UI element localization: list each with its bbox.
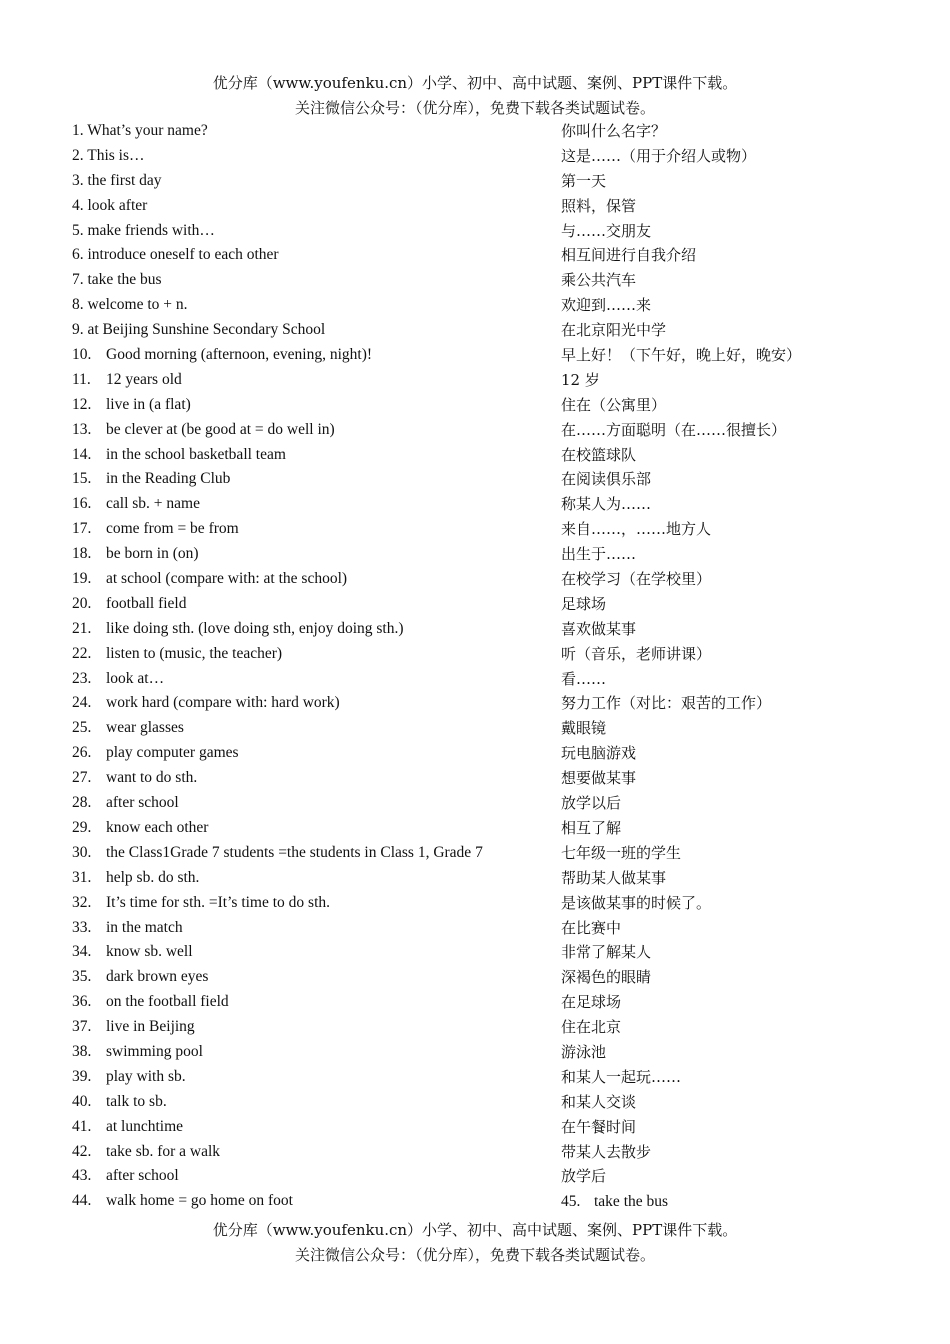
english-text: look at… [106,669,165,687]
item-number: 31. [72,868,92,886]
item-number: 17. [72,520,92,538]
list-item [72,965,892,990]
item-number: 26. [72,744,92,762]
list-item [72,243,892,268]
english-text: at lunchtime [106,1117,184,1135]
english-text: know sb. well [106,943,193,961]
chinese-translation: 游泳池 [561,1042,607,1061]
english-text: play with sb. [106,1067,186,1085]
english-text: the first day [87,171,162,189]
chinese-translation: 来自……，……地方人 [561,520,712,539]
chinese-translation: 和某人交谈 [561,1092,637,1111]
english-text: be born in (on) [106,545,199,563]
chinese-translation: 出生于…… [561,545,637,564]
list-item [72,1140,892,1165]
english-text: What’s your name? [87,122,208,139]
header-line-2: 关注微信公众号：（优分库），免费下载各类试题试卷。 [294,99,655,117]
item-number: 18. [72,545,92,563]
english-text: live in (a flat) [106,395,191,413]
english-phrase [72,567,347,592]
english-phrase [72,368,182,393]
list-item [72,766,892,791]
chinese-translation: 在足球场 [561,993,622,1012]
english-phrase [72,119,208,144]
english-text: football field [106,594,187,612]
item-number: 2. [72,146,84,164]
list-item [72,1164,892,1189]
chinese-translation: 是该做某事的时候了。 [561,893,712,912]
item-number: 14. [72,445,92,463]
item-number: 21. [72,619,92,637]
english-phrase [72,965,208,990]
english-text: talk to sb. [106,1092,167,1110]
list-item [72,492,892,517]
list-item [72,866,892,891]
english-text: in the match [106,918,183,936]
item-number: 9. [72,321,84,339]
english-text: at Beijing Sunshine Secondary School [87,321,326,339]
list-item [72,592,892,617]
chinese-translation: 这是……（用于介绍人或物） [561,146,757,165]
list-item [72,467,892,492]
english-text: It’s time for sth. =It’s time to do sth. [106,893,331,911]
list-item [72,1090,892,1115]
chinese-translation: 听（音乐，老师讲课） [561,644,712,663]
chinese-translation: 在阅读俱乐部 [561,470,652,489]
english-text: play computer games [106,744,239,762]
chinese-translation: 放学后 [561,1167,607,1186]
list-item [72,343,892,368]
chinese-translation: 在午餐时间 [561,1117,637,1136]
item-number: 32. [72,893,92,911]
list-item [72,667,892,692]
english-text: want to do sth. [106,769,198,787]
english-text: swimming pool [106,1042,203,1060]
item-number: 23. [72,669,92,687]
list-item [72,293,892,318]
english-phrase [72,866,199,891]
chinese-translation: 在北京阳光中学 [561,321,667,340]
list-item [72,891,892,916]
english-phrase [72,667,164,692]
item-number: 37. [72,1018,92,1036]
english-text: welcome to + n. [87,296,188,314]
chinese-translation: 足球场 [561,594,607,613]
chinese-translation: 帮助某人做某事 [561,868,667,887]
english-text: make friends with… [87,221,215,239]
english-phrase [72,642,282,667]
list-item [72,119,892,144]
english-phrase [72,144,145,169]
chinese-translation: 在校篮球队 [561,445,637,464]
english-text: look after [87,196,148,214]
english-text: take sb. for a walk [106,1142,221,1160]
chinese-translation: 住在北京 [561,1018,622,1037]
english-text: on the football field [106,993,229,1011]
item-number: 40. [72,1092,92,1110]
chinese-translation: 第一天 [561,171,607,190]
english-phrase [72,691,340,716]
list-item [72,567,892,592]
chinese-translation: 喜欢做某事 [561,619,637,638]
item-number: 4. [72,196,84,214]
list-item [72,144,892,169]
english-phrase [72,194,147,219]
list-item [72,1115,892,1140]
chinese-translation: 相互间进行自我介绍 [561,246,697,265]
english-phrase [72,1015,195,1040]
list-item [72,318,892,343]
english-text: Good morning (afternoon, evening, night)! [106,346,373,364]
english-text: live in Beijing [106,1018,195,1036]
english-phrase [72,467,230,492]
chinese-translation: 想要做某事 [561,769,637,788]
list-item [72,393,892,418]
list-item [72,517,892,542]
item-number: 6. [72,246,84,264]
item-number: 22. [72,644,92,662]
english-phrase [72,592,187,617]
item-number: 34. [72,943,92,961]
list-item [72,542,892,567]
list-item [72,219,892,244]
english-phrase [72,343,372,368]
item-number: 38. [72,1042,92,1060]
english-text: call sb. + name [106,495,200,513]
item-number: 43. [72,1167,92,1185]
item-number: 41. [72,1117,92,1135]
english-phrase [72,492,200,517]
english-phrase [72,617,404,642]
english-phrase [72,1065,186,1090]
english-phrase [72,1164,179,1189]
english-phrase [72,169,162,194]
list-item [72,368,892,393]
chinese-translation: 努力工作（对比：艰苦的工作） [561,694,772,713]
english-text: help sb. do sth. [106,868,200,886]
item-number: 25. [72,719,92,737]
item-number: 10. [72,346,92,364]
item-number: 30. [72,843,92,861]
list-item [72,617,892,642]
english-phrase [72,741,239,766]
chinese-translation: 相互了解 [561,818,622,837]
item-number: 39. [72,1067,92,1085]
item-number: 44. [72,1192,92,1210]
chinese-translation: 住在（公寓里） [561,395,667,414]
list-item [72,418,892,443]
chinese-translation: 看…… [561,669,607,688]
item-number: 8. [72,296,84,314]
item-number: 29. [72,818,92,836]
item-number: 13. [72,420,92,438]
english-phrase [72,318,325,343]
chinese-translation: 照料，保管 [561,196,637,215]
english-text: at school (compare with: at the school) [106,570,348,588]
item-number: 45. [561,1193,581,1211]
list-item [72,1040,892,1065]
item-number: 36. [72,993,92,1011]
item-number: 27. [72,769,92,787]
item-number: 33. [72,918,92,936]
english-text: come from = be from [106,520,239,538]
chinese-translation: 非常了解某人 [561,943,652,962]
english-phrase [72,443,286,468]
english-phrase [72,1090,167,1115]
english-text: dark brown eyes [106,968,209,986]
list-item [72,716,892,741]
english-text: 12 years old [106,370,182,388]
english-text: This is… [87,146,145,164]
list-item [72,194,892,219]
english-text: be clever at (be good at = do well in) [106,420,335,438]
item-number: 28. [72,794,92,812]
item-number: 11. [72,370,91,388]
english-phrase [72,243,279,268]
english-phrase [72,940,193,965]
vocabulary-list [72,119,892,1214]
item-number: 35. [72,968,92,986]
chinese-translation: 12 岁 [561,370,600,389]
item-number: 3. [72,171,84,189]
chinese-translation: 玩电脑游戏 [561,744,637,763]
list-item [72,916,892,941]
english-phrase [72,418,335,443]
english-phrase [72,1189,293,1214]
english-text: work hard (compare with: hard work) [106,694,340,712]
list-item [72,642,892,667]
list-item [72,990,892,1015]
english-phrase [72,268,162,293]
chinese-translation: 早上好！（下午好，晚上好，晚安） [561,346,802,365]
chinese-translation: 放学以后 [561,794,622,813]
list-item [72,841,892,866]
chinese-translation: 在校学习（在学校里） [561,570,712,589]
list-item [72,791,892,816]
item-number: 16. [72,495,92,513]
english-text: take the bus [87,271,162,289]
item-number: 20. [72,594,92,612]
list-item [72,169,892,194]
english-text: listen to (music, the teacher) [106,644,283,662]
list-item [72,1065,892,1090]
english-text: walk home = go home on foot [106,1192,293,1210]
chinese-translation: 称某人为…… [561,495,652,514]
list-item [72,1189,892,1214]
english-text: like doing sth. (love doing sth, enjoy doing sth.) [106,619,404,637]
item-number: 5. [72,221,84,239]
chinese-translation: 带某人去散步 [561,1142,652,1161]
list-item [72,940,892,965]
english-phrase [72,841,483,866]
chinese-translation: 与……交朋友 [561,221,652,240]
chinese-translation: 戴眼镜 [561,719,607,738]
item-number: 15. [72,470,92,488]
english-text: in the Reading Club [106,470,231,488]
english-phrase [72,791,179,816]
english-phrase [72,990,229,1015]
list-item [72,443,892,468]
list-item [72,816,892,841]
list-item [72,268,892,293]
footer-line-2: 关注微信公众号：（优分库），免费下载各类试题试卷。 [294,1246,655,1264]
english-text: in the school basketball team [106,445,286,463]
english-phrase-right [561,1189,668,1215]
chinese-translation: 你叫什么名字？ [561,122,667,140]
list-item [72,741,892,766]
english-phrase [72,766,197,791]
english-text: know each other [106,818,209,836]
chinese-translation: 乘公共汽车 [561,271,637,290]
item-number: 7. [72,271,84,289]
item-number: 19. [72,570,92,588]
english-phrase [72,816,208,841]
english-phrase [72,891,330,916]
english-text: introduce oneself to each other [87,246,279,264]
english-phrase [72,1140,220,1165]
list-item [72,691,892,716]
english-phrase [72,517,239,542]
footer-line-1: 优分库（www.youfenku.cn）小学、初中、高中试题、案例、PPT课件下载。 [212,1221,738,1239]
english-phrase [72,1040,203,1065]
english-phrase [72,716,184,741]
chinese-translation: 七年级一班的学生 [561,843,682,862]
item-number: 12. [72,395,92,413]
chinese-translation: 和某人一起玩…… [561,1067,682,1086]
english-text: take the bus [594,1193,669,1211]
english-phrase [72,542,199,567]
header-line-1: 优分库（www.youfenku.cn）小学、初中、高中试题、案例、PPT课件下载。 [212,74,738,92]
item-number: 42. [72,1142,92,1160]
english-text: wear glasses [106,719,184,737]
chinese-translation: 在比赛中 [561,918,622,937]
item-number: 24. [72,694,92,712]
english-text: after school [106,1167,179,1185]
list-item [72,1015,892,1040]
english-text: the Class1Grade 7 students =the students in Class 1, Grade 7 [106,843,483,861]
english-phrase [72,916,183,941]
english-phrase [72,219,215,244]
english-text: after school [106,794,179,812]
english-phrase [72,293,188,318]
chinese-translation: 在……方面聪明（在……很擅长） [561,420,787,439]
chinese-translation: 深褐色的眼睛 [561,968,652,987]
english-phrase [72,1115,183,1140]
chinese-translation: 欢迎到……来 [561,296,652,315]
item-number: 1. [72,122,84,139]
english-phrase [72,393,191,418]
